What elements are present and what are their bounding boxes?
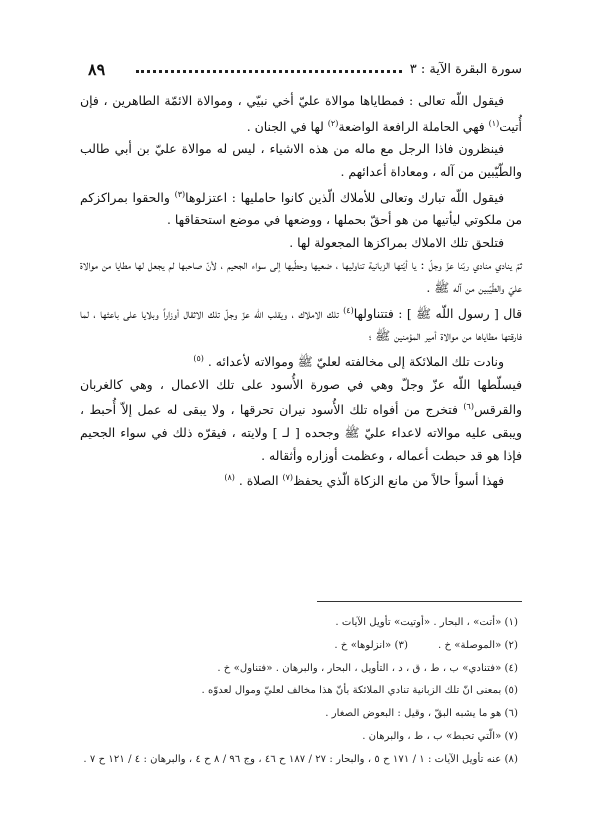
text-run: والحقوا بمراكزكم من ملكوتي ليأتيها من هو أحقّ بحملها ، ووضعها في موضع استحقاقها . bbox=[80, 189, 522, 228]
page-header bbox=[88, 58, 522, 80]
footnote-ref: (٨) bbox=[224, 473, 235, 483]
main-text bbox=[80, 90, 522, 493]
text-run: قال [ رسول اللّه ﷺ ] : فتتناولها bbox=[353, 305, 522, 321]
footnote-row bbox=[80, 635, 518, 658]
text-run: فهي الحاملة الرافعة الواضعة bbox=[338, 118, 489, 134]
footnote-ref: (٢) bbox=[327, 118, 339, 128]
paragraph bbox=[80, 348, 522, 374]
page-number: ٨٩ bbox=[88, 59, 106, 79]
footnote-ref: (٤) bbox=[343, 305, 354, 315]
running-title: سورة البقرة الآية : ٣ bbox=[409, 61, 522, 77]
footnote-ref: (٦) bbox=[463, 402, 474, 412]
header-dotted-rule bbox=[136, 70, 402, 73]
footnote-ref: (٥) bbox=[193, 353, 204, 363]
footnote: (٣) «انزلوها» خ . bbox=[334, 639, 408, 651]
text-run: ونادت تلك الملائكة إلى مخالفته لعليّ ﷺ وموالاته لأعدائه . bbox=[207, 354, 504, 370]
text-run: فيسلّطها اللّه عزّ وجلّ وهي في صورة الأُسود على تلك الاعمال ، وهي كالغربان والقرقس bbox=[80, 376, 522, 418]
footnote: (٧) «الّتي تحبط» ب ، ط ، والبرهان . bbox=[362, 730, 518, 742]
footnote-ref: (١) bbox=[488, 118, 500, 128]
text-run: الصلاة . bbox=[238, 473, 283, 489]
text-run: فيقول اللّه تعالى : فمطاياها موالاة عليّ أخي نبيّي ، وموالاة الائمّة الطاهرين ، فإن أُتيت bbox=[80, 93, 522, 134]
footnote-ref: (٧) bbox=[282, 473, 294, 483]
paragraph: فينظرون فاذا الرجل مع ماله من هذه الاشياء ، ليس له موالاة عليّ بن أبي طالب والطّيّبين من آله ، ومعاداة أعدائهم . bbox=[80, 141, 522, 179]
text-run: فهذا أسوأ حالاً من مانع الزكاة الّذي يحفظ bbox=[293, 473, 504, 489]
text-run: لها في الجنان . bbox=[246, 118, 328, 134]
paragraph: ثمّ ينادي منادي ربّنا عزّ وجلّ : يا أيّتها الزبانية تناوليها ، ضعيها وحطّيها إلى سواء الجحيم ، لأنّ صاحبها لم يجعل لها مطايا من موالاة عليّ والطّيّبين من آله ﷺ . bbox=[80, 257, 522, 295]
text-run: تلك الاملاك ، ويقلب اللّه عزّ وجلّ تلك الاثقال أوزاراً وبلايا على باعثها ، لما فارقتها مطاياها من موالاة أمير المؤمنين ﷺ ؛ bbox=[80, 305, 522, 344]
text-run: فيقول اللّه تبارك وتعالى للأملاك الّذين كانوا حامليها : اعتزلوها bbox=[185, 189, 504, 205]
paragraph bbox=[80, 184, 522, 232]
paragraph bbox=[80, 90, 522, 138]
footnote: (٦) هو ما يشبه البقّ ، وقيل : البعوض الصغار . bbox=[325, 708, 518, 720]
footnote: (٥) بمعنى انّ تلك الزبانية تنادي الملائكة بأنّ هذا مخالف لعليّ وموال لعدوّه . bbox=[201, 685, 518, 697]
footnote: (١) «أتت» ، البحار . «أوتيت» تأويل الآيات . bbox=[335, 617, 518, 628]
paragraph bbox=[80, 300, 522, 348]
footnote-separator bbox=[317, 601, 522, 602]
text-run: فتخرج من أفواه تلك الأُسود نيران تحرقها ، ولا يبقى له عمل إلاّ أُحبط ، ويبقى عليه موالاته لاعداء عليّ ﷺ وجحده [ لـ ] ولايته ، فيقرّه ذلك في سواء الجحيم فإذا هو قد حبطت أعماله ، وعظمت أوزاره وأثقاله . bbox=[80, 402, 522, 463]
paragraph bbox=[80, 374, 522, 468]
footnotes bbox=[80, 612, 518, 772]
footnote: (٤) «فتنادي» ب ، ط ، ق ، د ، التأويل ، البحار ، والبرهان . «فتناول» خ . bbox=[217, 662, 518, 674]
footnote: (٨) عنه تأويل الآيات : ١ / ١٧١ ح ٥ ، والبحار : ٢٧ / ١٨٧ ح ٤٦ ، وج ٩٦ / ٨ ح ٤ ، والبرهان : ٤ / ١٢١ ح ٧ . bbox=[83, 753, 518, 765]
paragraph bbox=[80, 467, 522, 493]
paragraph: فتلحق تلك الاملاك بمراكزها المجعولة لها . bbox=[289, 234, 504, 250]
footnote-ref: (٣) bbox=[174, 189, 186, 199]
footnote: (٢) «الموصلة» خ . bbox=[437, 639, 518, 651]
